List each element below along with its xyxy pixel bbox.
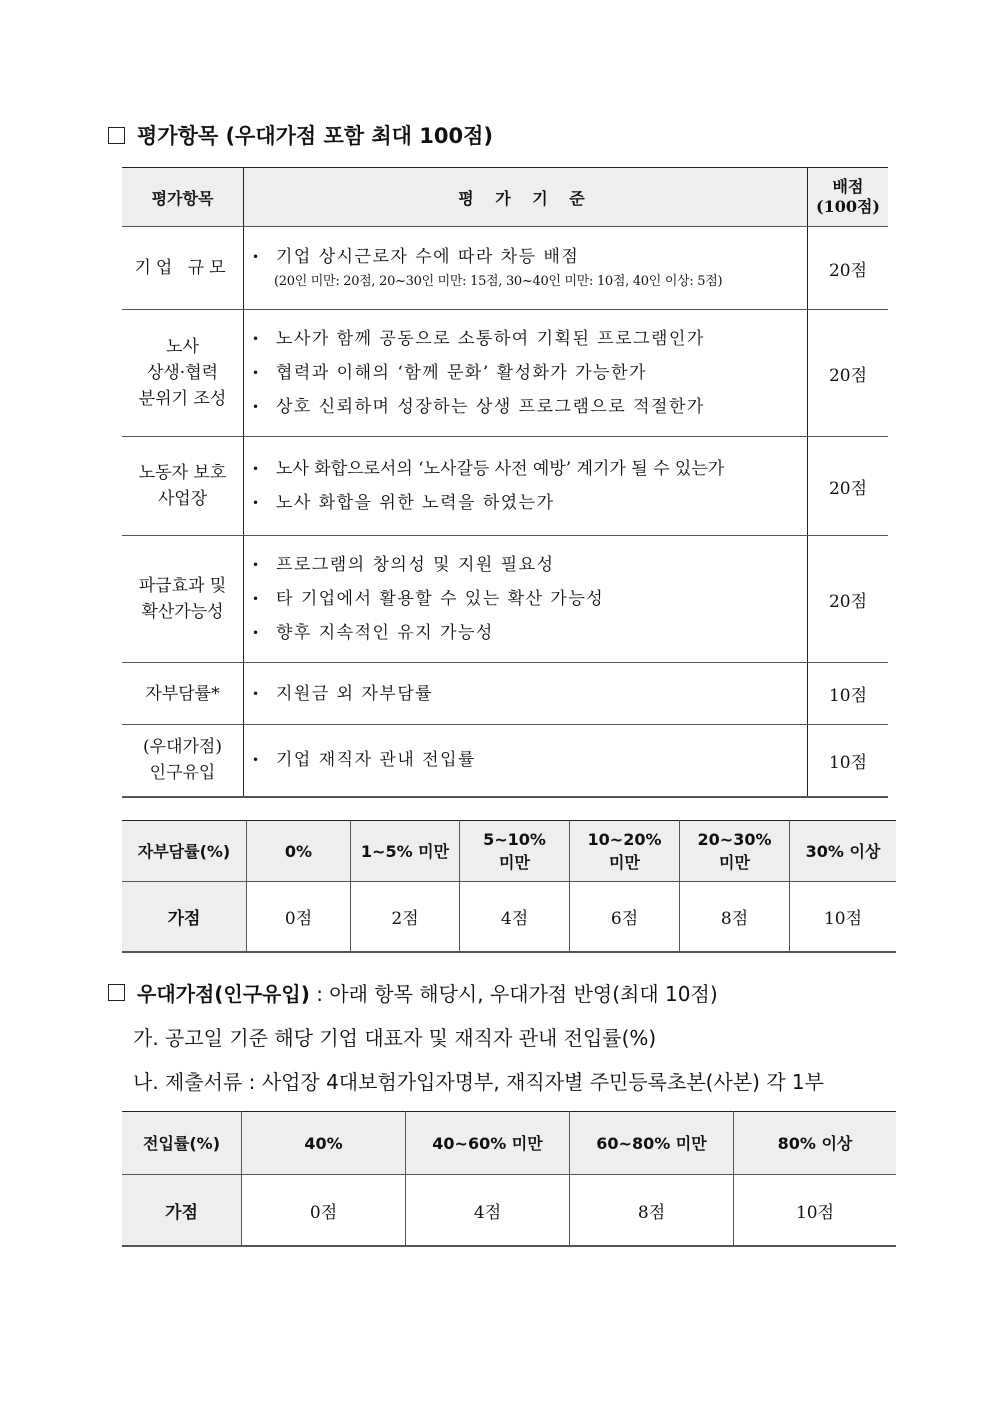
- row-category: [122, 437, 244, 536]
- row-label: 가점: [122, 1175, 242, 1247]
- table-cell: 10점: [823, 909, 863, 929]
- row-criteria: [244, 725, 808, 797]
- header-text: 미만: [719, 853, 750, 872]
- header-points-line2: (100점): [816, 197, 880, 216]
- criteria-text: 기업 상시근로자 수에 따라 차등 배점: [276, 247, 580, 267]
- header-text: 자부담률(%): [137, 841, 231, 861]
- table-row: [122, 437, 888, 536]
- table-header-row: [122, 1112, 896, 1175]
- bullet-icon: •: [252, 753, 261, 768]
- item-a-text: 가. 공고일 기준 해당 기업 대표자 및 재직자 관내 전입률(%): [133, 1026, 657, 1050]
- header-cell: 전입률(%): [122, 1112, 242, 1175]
- criteria-item: [252, 677, 807, 711]
- bullet-icon: •: [252, 366, 261, 380]
- row-criteria: [244, 663, 808, 725]
- item-b-text: 나. 제출서류 : 사업장 4대보험가입자명부, 재직자별 주민등록초본(사본) 각 1부: [133, 1070, 824, 1094]
- header-cell: 40%: [242, 1112, 406, 1175]
- bullet-icon: •: [252, 626, 261, 640]
- criteria-text: 상호 신뢰하며 성장하는 상생 프로그램으로 적절한가: [276, 397, 705, 417]
- criteria-text: 기업 재직자 관내 전입률: [276, 750, 476, 771]
- row-points: 10점: [808, 663, 889, 725]
- criteria-item: [252, 322, 807, 356]
- bullet-icon: •: [252, 558, 261, 572]
- row-criteria: [244, 536, 808, 663]
- criteria-item: [252, 616, 807, 650]
- header-cell: [351, 821, 460, 882]
- table-row: [122, 310, 888, 437]
- criteria-item: [252, 356, 807, 390]
- criteria-note: (20인 미만: 20점, 20~30인 미만: 15점, 30~40인 미만: 10점, 40인 이상: 5점): [274, 274, 723, 289]
- header-text: 5~10%: [483, 830, 546, 849]
- table-row: [122, 725, 888, 797]
- row-points: 20점: [808, 536, 889, 663]
- header-cell: 80% 이상: [734, 1112, 897, 1175]
- row-category: [122, 227, 244, 310]
- header-cell: 60~80% 미만: [570, 1112, 734, 1175]
- row-criteria: [244, 437, 808, 536]
- table-row: [122, 663, 888, 725]
- bullet-icon: •: [252, 686, 261, 701]
- row-criteria: [244, 227, 808, 310]
- checkbox-square-icon: [108, 127, 125, 144]
- table-row: [122, 536, 888, 663]
- criteria-item: [252, 390, 807, 424]
- header-cell: 40~60% 미만: [406, 1112, 570, 1175]
- header-points-line1: 배점: [832, 177, 864, 196]
- table-cell: 8점: [570, 1175, 734, 1247]
- category-line: 분위기 조성: [138, 389, 227, 409]
- header-text: 30% 이상: [805, 841, 881, 861]
- table-cell: 0점: [247, 882, 351, 953]
- row-points: 20점: [808, 437, 889, 536]
- table-cell: 4점: [406, 1175, 570, 1247]
- criteria-item: [252, 743, 807, 777]
- header-text: 10~20%: [587, 830, 662, 849]
- bullet-icon: •: [252, 592, 261, 606]
- category-line: 기업 규모: [134, 258, 231, 278]
- checkbox-square-icon: [108, 984, 125, 1001]
- evaluation-criteria-table: [122, 167, 888, 798]
- header-text: 미만: [609, 853, 640, 872]
- row-points: 20점: [808, 310, 889, 437]
- header-cell: [460, 821, 570, 882]
- table-row: [122, 1175, 896, 1247]
- header-cell: [680, 821, 790, 882]
- row-points: 10점: [808, 725, 889, 797]
- criteria-text: 협력과 이해의 ‘함께 문화’ 활성화가 가능한가: [276, 363, 647, 383]
- header-text: 미만: [499, 853, 530, 872]
- row-category: [122, 725, 244, 797]
- section-title-rest: : 아래 항목 해당시, 우대가점 반영(최대 10점): [309, 982, 718, 1006]
- table-cell: 10점: [795, 1202, 835, 1223]
- table-cell: 6점: [570, 882, 680, 953]
- header-criteria: 평 가 기 준: [244, 168, 808, 227]
- criteria-item: [252, 548, 807, 582]
- population-inflow-table: [122, 1111, 896, 1247]
- row-category: [122, 310, 244, 437]
- criteria-text: 타 기업에서 활용할 수 있는 확산 가능성: [276, 589, 605, 609]
- bullet-icon: •: [252, 496, 261, 510]
- category-line: 파급효과 및: [138, 576, 227, 596]
- header-points: [808, 168, 889, 227]
- table-cell: 2점: [351, 882, 460, 953]
- header-cell: [247, 821, 351, 882]
- criteria-text: 프로그램의 창의성 및 지원 필요성: [276, 555, 555, 575]
- table-row: [122, 882, 896, 953]
- bullet-icon: •: [252, 250, 261, 264]
- bullet-icon: •: [252, 332, 261, 346]
- section-title-evaluation: [108, 120, 493, 150]
- section-title-preferential: [108, 978, 718, 1007]
- bullet-icon: •: [252, 400, 261, 414]
- category-line: 확산가능성: [141, 602, 224, 622]
- criteria-text: 노사 화합을 위한 노력을 하였는가: [276, 493, 555, 513]
- category-line: 자부담률*: [145, 683, 220, 704]
- table-header-row: [122, 821, 896, 882]
- section-title-bold: 우대가점(인구유입): [137, 982, 310, 1006]
- row-criteria: [244, 310, 808, 437]
- criteria-text: 노사 화합으로서의 ‘노사갈등 사전 예방’ 계기가 될 수 있는가: [276, 459, 725, 479]
- category-line: (우대가점): [143, 737, 222, 758]
- criteria-text: 노사가 함께 공동으로 소통하여 기획된 프로그램인가: [276, 329, 705, 349]
- row-category: [122, 536, 244, 663]
- section-title-text: 평가항목 (우대가점 포함 최대 100점): [137, 124, 493, 148]
- row-label: 가점: [122, 882, 247, 953]
- header-cell: [570, 821, 680, 882]
- category-line: 노동자 보호: [138, 463, 227, 483]
- table-header-row: [122, 168, 888, 227]
- header-text: 0%: [284, 841, 313, 861]
- table-row: [122, 227, 888, 310]
- criteria-text: 지원금 외 자부담률: [276, 683, 434, 704]
- category-line: 노사: [166, 337, 199, 357]
- category-line: 상생·협력: [146, 363, 219, 383]
- header-text: 1~5% 미만: [360, 841, 450, 861]
- header-text: 20~30%: [697, 830, 772, 849]
- bullet-icon: •: [252, 462, 260, 476]
- row-category: [122, 663, 244, 725]
- table-cell: 8점: [680, 882, 790, 953]
- table-cell: 0점: [242, 1175, 406, 1247]
- criteria-item: [252, 243, 807, 271]
- table-cell: 4점: [460, 882, 570, 953]
- header-category: 평가항목: [122, 168, 244, 227]
- row-points: 20점: [808, 227, 889, 310]
- criteria-text: 향후 지속적인 유지 가능성: [276, 623, 494, 643]
- criteria-item: [252, 582, 807, 616]
- header-cell: [122, 821, 247, 882]
- self-burden-rate-table: [122, 820, 896, 953]
- criteria-item: [252, 486, 807, 520]
- category-line: 사업장: [157, 489, 208, 509]
- header-cell: [790, 821, 897, 882]
- category-line: 인구유입: [149, 763, 216, 784]
- criteria-item: [252, 452, 807, 486]
